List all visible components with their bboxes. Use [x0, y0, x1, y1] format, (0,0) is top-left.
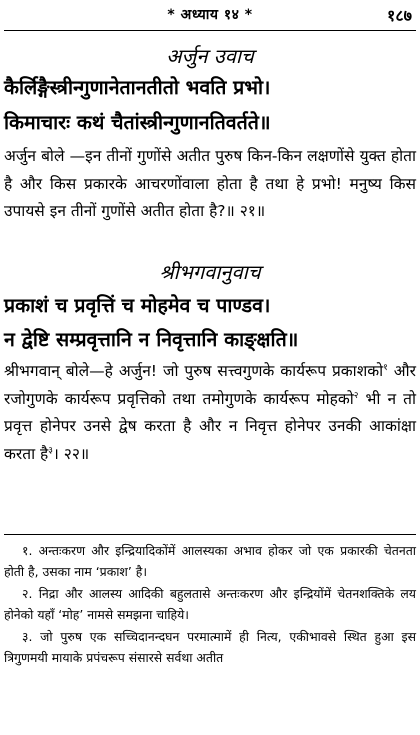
- verse-22-line-2: न द्वेष्टि सम्प्रवृत्तानि न निवृत्तानि काङ्क्षति॥: [4, 328, 299, 351]
- translation-text: अर्जुन बोले —इन तीनों गुणोंसे अतीत पुरुष किन-किन लक्षणोंसे युक्त होता है और किस प्रकारके आचरणोंवाला होता है तथा हे प्रभो! मनुष्य किस उपायसे इन तीनों गुणोंसे अतीत होता है?॥ २१॥: [4, 147, 416, 220]
- page-number: १८७: [387, 6, 412, 25]
- speaker-bhagavan: श्रीभगवानुवाच: [159, 260, 261, 284]
- footnote-3: ३. जो पुरुष एक सच्चिदानन्दघन परमात्मामें ही नित्य, एकीभावसे स्थित हुआ इस त्रिगुणमयी मायाके प्रपंचरूप संसारसे सर्वथा अतीत: [4, 629, 416, 665]
- footnote-rule: [4, 534, 416, 535]
- footnotes: [4, 540, 416, 669]
- verse-21-line-2: किमाचारः कथं चैतांस्त्रीन्गुणानतिवर्तते॥: [4, 111, 271, 134]
- footnote-ref-1: १: [383, 363, 388, 373]
- header-rule: [4, 30, 416, 31]
- chapter-heading: * अध्याय १४ *: [167, 7, 253, 23]
- footnote-ref-2: २: [353, 390, 359, 401]
- verse-22-line-1: प्रकाशं च प्रवृत्तिं च मोहमेव च पाण्डव।: [4, 294, 271, 317]
- verse-21-line-1: कैर्लिङ्गैस्त्रीन्गुणानेतानतीतो भवति प्रभो।: [4, 76, 271, 99]
- verse-22-translation: [4, 358, 416, 468]
- footnote-ref-3: ३: [48, 445, 53, 456]
- speaker-arjuna: अर्जुन उवाच: [166, 44, 254, 68]
- translation-text: श्रीभगवान् बोले—हे अर्जुन! जो पुरुष सत्त्वगुणके कार्यरूप प्रकाशको$^१$ और रजोगुणके कार्यरूप प्रवृत्तिको तथा तमोगुणके कार्यरूप मोहको$^२$ भी न तो प्रवृत्त होनेपर उनसे द्वेष करता है और न निवृत्त होनेपर उनकी आकांक्षा करता है$^३$। २२॥: [4, 362, 416, 463]
- verse-21-translation: [4, 143, 416, 226]
- footnote-2: २. निद्रा और आलस्य आदिकी बहुलतासे अन्तःकरण और इन्द्रियोंमें चेतनशक्तिके लय होनेको यहाँ ‘मोह’ नामसे समझना चाहिये।: [4, 586, 416, 622]
- footnote-1: १. अन्तःकरण और इन्द्रियादिकोंमें आलस्यका अभाव होकर जो एक प्रकारकी चेतनता होती है, उसका नाम ‘प्रकाश’ है।: [4, 543, 416, 579]
- page-header: [0, 0, 420, 30]
